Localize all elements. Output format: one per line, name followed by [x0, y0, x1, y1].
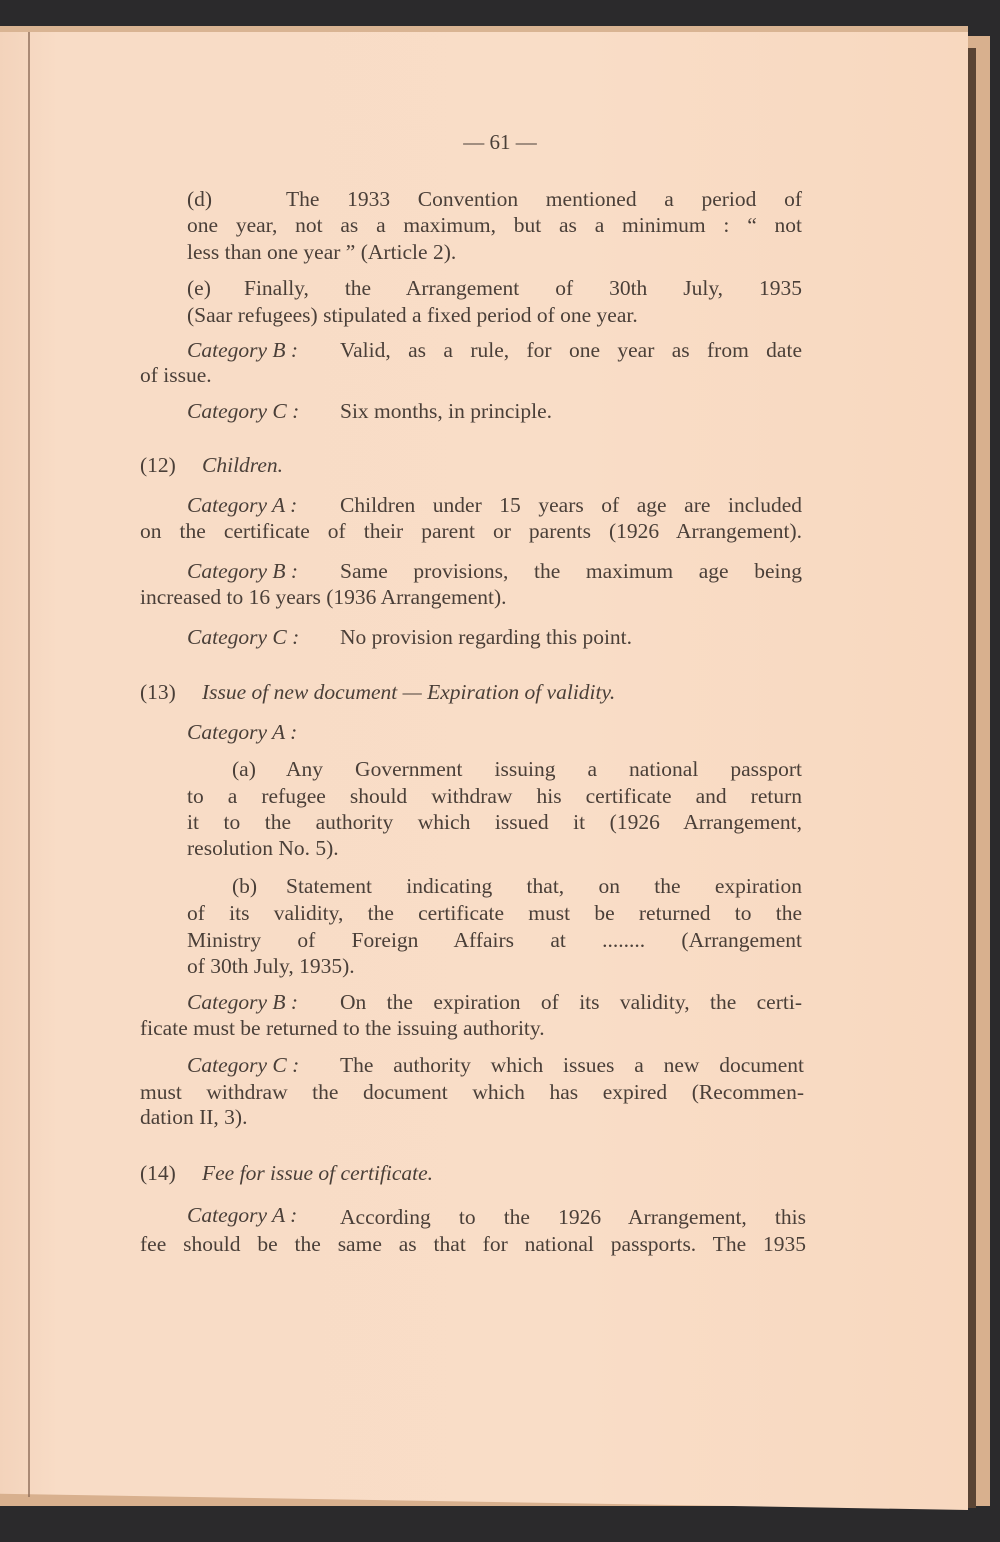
text-line: on the certificate of their parent or parents (1926 Arrangement). [140, 519, 802, 543]
label-b: (b) [232, 874, 258, 898]
category-label: Category C : [187, 1053, 300, 1077]
text-line: less than one year ” (Article 2). [187, 240, 457, 264]
category-label: Category C : [187, 399, 300, 423]
category-label: Category B : [187, 338, 299, 362]
section-title: Issue of new document — Expiration of validity. [202, 680, 616, 704]
text-line: Six months, in principle. [340, 399, 553, 423]
text-line: dation II, 3). [140, 1105, 248, 1129]
section-number: (12) [140, 453, 176, 477]
text-line: of its validity, the certificate must be returned to the [187, 901, 802, 925]
text-line: of 30th July, 1935). [187, 954, 355, 978]
category-label: Category C : [187, 625, 300, 649]
section-title: Fee for issue of certificate. [202, 1161, 434, 1185]
text-line: resolution No. 5). [187, 836, 339, 860]
section-number: (14) [140, 1161, 176, 1185]
text-line: Children under 15 years of age are included [340, 493, 802, 517]
text-line: it to the authority which issued it (1926 Arrangement, [187, 810, 802, 834]
text-line: must withdraw the document which has expired (Recommen- [140, 1080, 804, 1104]
page-edge-shadow [968, 48, 976, 1508]
text-line: According to the 1926 Arrangement, this [340, 1205, 806, 1229]
text-line: The authority which issues a new document [340, 1053, 804, 1077]
text-line: The 1933 Convention mentioned a period of [286, 187, 802, 211]
text-line: fee should be the same as that for national passports. The 1935 [140, 1232, 806, 1256]
category-label: Category A : [187, 493, 298, 517]
category-label: Category A : [187, 720, 298, 744]
text-line: increased to 16 years (1936 Arrangement). [140, 585, 507, 609]
text-line: ficate must be returned to the issuing authority. [140, 1016, 545, 1040]
text-line: No provision regarding this point. [340, 625, 633, 649]
category-label: Category B : [187, 990, 299, 1014]
text-line: On the expiration of its validity, the certi- [340, 990, 802, 1014]
text-line: of issue. [140, 363, 212, 387]
text-line: Finally, the Arrangement of 30th July, 1935 [244, 276, 802, 300]
label-d: (d) [187, 187, 213, 211]
text-line: Ministry of Foreign Affairs at ........ (Arrangement [187, 928, 802, 952]
book-gutter [28, 32, 30, 1497]
text-line: to a refugee should withdraw his certificate and return [187, 784, 802, 808]
text-line: Any Government issuing a national passport [286, 757, 802, 781]
page-stack-top-edge [0, 26, 968, 32]
label-e: (e) [187, 276, 211, 300]
text-line: (Saar refugees) stipulated a fixed period of one year. [187, 303, 638, 327]
page-number: — 61 — [463, 130, 537, 154]
section-title: Children. [202, 453, 284, 477]
section-number: (13) [140, 680, 176, 704]
category-label: Category B : [187, 559, 299, 583]
text-line: Statement indicating that, on the expiration [286, 874, 802, 898]
text-line: Same provisions, the maximum age being [340, 559, 802, 583]
text-line: one year, not as a maximum, but as a minimum : “ not [187, 213, 802, 237]
label-a: (a) [232, 757, 256, 781]
category-label: Category A : [187, 1203, 298, 1227]
text-line: Valid, as a rule, for one year as from date [340, 338, 802, 362]
